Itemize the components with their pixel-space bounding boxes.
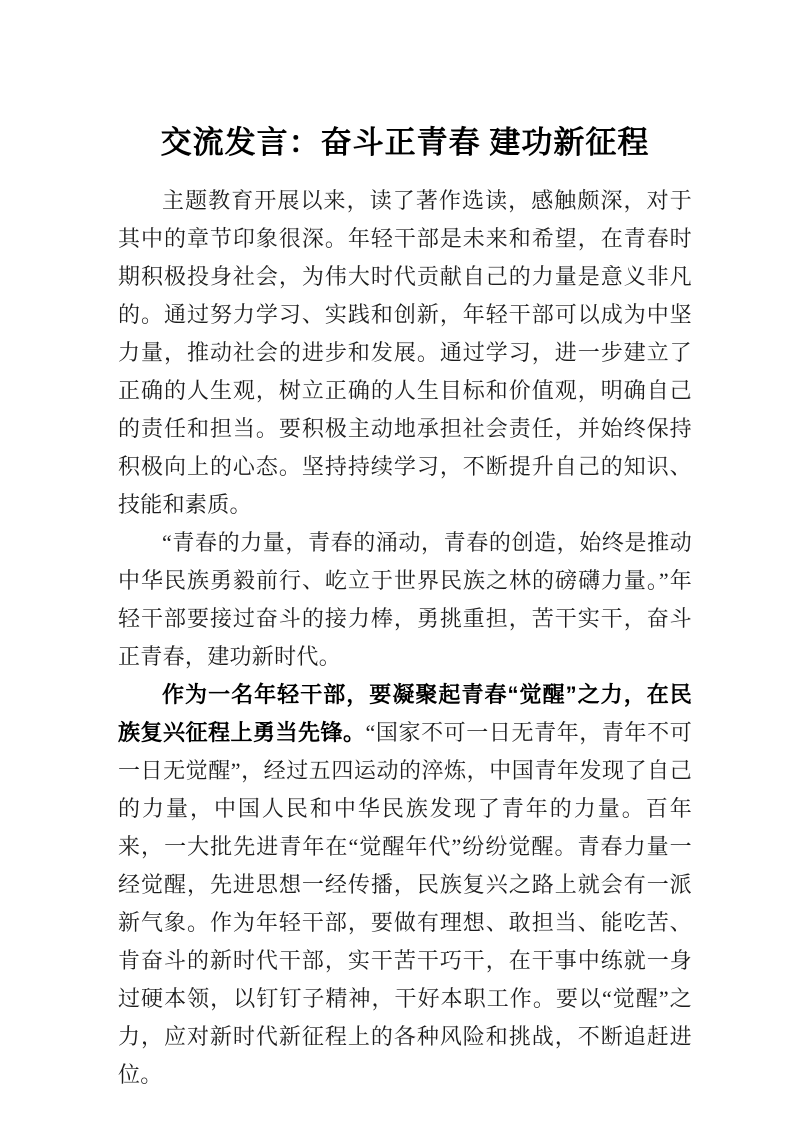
paragraph-intro: 主题教育开展以来，读了著作选读，感触颇深，对于其中的章节印象很深。年轻干部是未来和希望，在青春时期积极投身社会，为伟大时代贡献自己的力量是意义非凡的。通过努力学习、实践和创新，年轻干部可以成为中坚力量，推动社会的进步和发展。通过学习，进一步建立了正确的人生观，树立正确的人生目标和价值观，明确自己的责任和担当。要积极主动地承担社会责任，并始终保持积极向上的心态。坚持持续学习，不断提升自己的知识、技能和素质。 <box>118 188 692 517</box>
paragraph-awakening-bold-lead: 作为一名年轻干部，要凝聚起青春“觉醒”之力，在民族复兴征程上勇当先锋。 <box>118 682 692 745</box>
paragraph-quote: “青春的力量，青春的涌动，青春的创造，始终是推动中华民族勇毅前行、屹立于世界民族之林的磅礴力量。”年轻干部要接过奋斗的接力棒，勇挑重担，苦干实干，奋斗正青春，建功新时代。 <box>118 530 692 669</box>
document-title: 交流发言：奋斗正青春 建功新征程 <box>160 125 650 160</box>
paragraph-awakening-text: “国家不可一日无青年，青年不可一日无觉醒”，经过五四运动的淬炼，中国青年发现了自己的力量，中国人民和中华民族发现了青年的力量。百年来，一大批先进青年在“觉醒年代”纷纷觉醒。青春力量一经觉醒，先进思想一经传播，民族复兴之路上就会有一派新气象。作为年轻干部，要做有理想、敢担当、能吃苦、肯奋斗的新时代干部，实干苦干巧干，在干事中练就一身过硬本领，以钉钉子精神，干好本职工作。要以“觉醒”之力，应对新时代新征程上的各种风险和挑战，不断追赶进位。 <box>118 720 692 1087</box>
paragraph-awakening <box>118 676 692 1094</box>
document-body <box>118 182 692 1094</box>
